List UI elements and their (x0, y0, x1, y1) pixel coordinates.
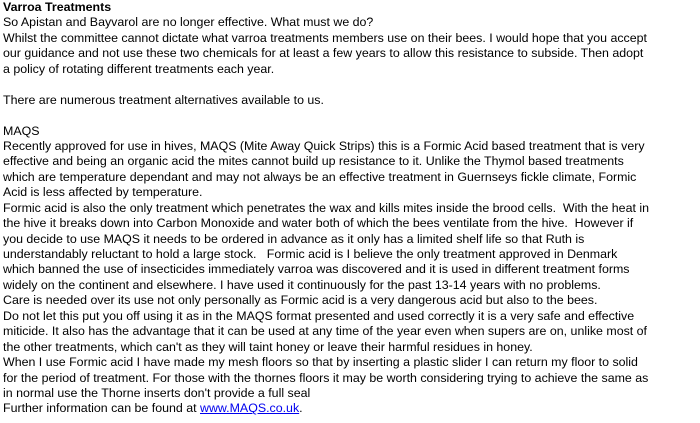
body-line: widely on the continent and elsewhere. I have used it continuously for the past 13-14 years with no problems. (3, 277, 601, 292)
body-line: the other treatments, which can't as they will taint honey or leave their harmful residues in honey. (3, 339, 533, 354)
body-line: Acid is less affected by temperature. (3, 185, 203, 200)
paragraph-line: our guidance and not use these two chemicals for at least a few years to allow this resistance to subside. Then adopt (3, 46, 644, 61)
body-line: for the period of treatment. For those with the thornes floors it may be worth considering trying to achieve the same as (3, 370, 649, 385)
body-line: Care is needed over its use not only personally as Formic acid is a very dangerous acid but also to the bees. (3, 293, 598, 308)
further-info-suffix: . (299, 401, 303, 416)
paragraph-line: a policy of rotating different treatments each year. (3, 61, 275, 76)
body-line: miticide. It also has the advantage that it can be used at any time of the year even when supers are on, unlike most of (3, 324, 647, 339)
body-line: Recently approved for use in hives, MAQS (Mite Away Quick Strips) this is a Formic Acid based treatment that is very (3, 138, 645, 153)
body-line: the hive it breaks down into Carbon Monoxide and water both of which the bees ventilate from the hive. However if (3, 216, 634, 231)
body-line: effective and being an organic acid the mites cannot build up resistance to it. Unlike the Thymol based treatments (3, 154, 624, 169)
body-line: Formic acid is also the only treatment which penetrates the wax and kills mites inside the brood cells. With the heat in (3, 200, 649, 215)
further-info-line (3, 401, 695, 416)
further-info-prefix: Further information can be found at (3, 401, 200, 416)
body-line: in normal use the Thorne inserts don't provide a full seal (3, 385, 311, 400)
section-heading-maqs: MAQS (3, 123, 40, 138)
intro-paragraph (3, 31, 695, 77)
document-title: Varroa Treatments (3, 0, 112, 14)
body-line: which are temperature dependant and may not always be an effective treatment in Guernseys fickle climate, Formic (3, 169, 637, 184)
maqs-website-link[interactable]: www.MAQS.co.uk (200, 401, 300, 416)
body-line: which banned the use of insecticides immediately varroa was discovered and it is used in different treatment forms (3, 262, 630, 277)
body-line: you decide to use MAQS it needs to be ordered in advance as it only has a limited shelf life so that Ruth is (3, 231, 585, 246)
paragraph-line: Whilst the committee cannot dictate what varroa treatments members use on their bees. I would hope that you accept (3, 30, 647, 45)
body-line: When I use Formic acid I have made my mesh floors so that by inserting a plastic slider I can return my floor to solid (3, 355, 638, 370)
alternatives-text: There are numerous treatment alternatives available to us. (3, 92, 324, 107)
spacer (3, 77, 695, 92)
document (3, 0, 695, 417)
body-line: understandably reluctant to hold a large stock. Formic acid is I believe the only treatment approved in Denmark (3, 247, 618, 261)
body-line: Do not let this put you off using it as in the MAQS format presented and used correctly it is a very safe and effective (3, 308, 635, 323)
maqs-body (3, 139, 695, 401)
spacer (3, 108, 695, 123)
intro-question: So Apistan and Bayvarol are no longer effective. What must we do? (3, 15, 374, 30)
